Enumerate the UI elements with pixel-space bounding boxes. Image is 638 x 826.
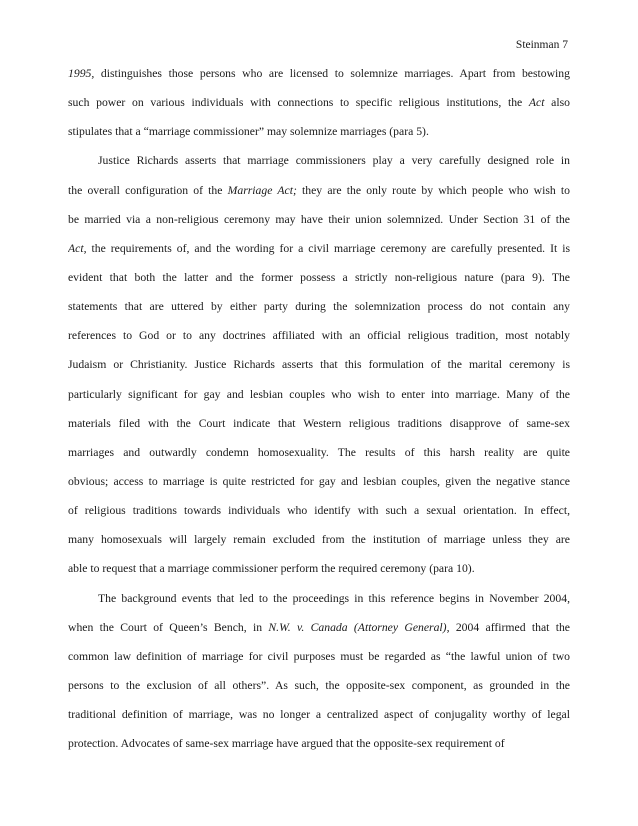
text-run: also (544, 96, 570, 110)
paragraph-3-line (68, 589, 570, 618)
text-run: traditional definition of marriage, was no longer a centralized aspect of conjugality worthy of legal (68, 708, 570, 722)
text-run: obvious; access to marriage is quite restricted for gay and lesbian couples, given the negative stance (68, 474, 570, 488)
text-run: stipulates that a “marriage commissioner” may solemnize marriages (para 5). (68, 125, 429, 139)
text-run: evident that both the latter and the former possess a strictly non-religious nature (para 9). The (68, 270, 570, 284)
text-run: the requirements of, and the wording for a civil marriage ceremony are carefully presented. It is (86, 241, 570, 255)
text-run: references to God or to any doctrines affiliated with an official religious tradition, most notably (68, 329, 570, 343)
paragraph-3-line (68, 647, 570, 676)
paragraph-1-line (68, 93, 570, 122)
paragraph-1-line (68, 64, 570, 93)
text-run: they are the only route by which people who wish to (296, 183, 570, 197)
text-run: of religious traditions towards individuals who identify with such a sexual orientation. In effect, (68, 504, 570, 518)
text-run: Justice Richards asserts that marriage commissioners play a very carefully designed role in (98, 154, 570, 168)
text-run: such power on various individuals with connections to specific religious institutions, the (68, 96, 529, 110)
text-run: particularly significant for gay and lesbian couples who wish to enter into marriage. Many of the (68, 387, 570, 401)
text-run: The background events that led to the proceedings in this reference begins in November 2004, (98, 591, 570, 605)
paragraph-2-line (68, 151, 570, 180)
paragraph-2-line (68, 443, 570, 472)
paragraph-2-line (68, 355, 570, 384)
text-run: marriages and outwardly condemn homosexuality. The results of this harsh reality are quite (68, 445, 570, 459)
paragraph-2-line (68, 326, 570, 355)
paragraph-1-line (68, 122, 570, 151)
text-run: able to request that a marriage commissioner perform the required ceremony (para 10). (68, 562, 475, 576)
paragraph-2-line (68, 297, 570, 326)
paragraph-3-line (68, 705, 570, 734)
paragraph-2-line (68, 268, 570, 297)
paragraph-2-line (68, 559, 570, 588)
italic-text: Act (528, 96, 545, 110)
paragraph-3-line (68, 676, 570, 705)
paragraph-2-line (68, 472, 570, 501)
body-text (68, 64, 570, 763)
italic-text: Marriage Act; (227, 183, 297, 197)
paragraph-3-line (68, 734, 570, 763)
paragraph-3-line (68, 618, 570, 647)
paragraph-2-line (68, 501, 570, 530)
text-run: 2004 affirmed that the (449, 620, 570, 634)
paragraph-2-line (68, 239, 570, 268)
italic-text: 1995, (68, 67, 95, 80)
text-run: when the Court of Queen’s Bench, in (68, 620, 269, 634)
paragraph-2-line (68, 530, 570, 559)
italic-text: Act, (68, 241, 87, 255)
text-run: many homosexuals will largely remain excluded from the institution of marriage unless they are (68, 533, 570, 547)
italic-text: N.W. v. Canada (Attorney General), (268, 620, 450, 634)
text-run: materials filed with the Court indicate that Western religious traditions disapprove of same-sex (68, 416, 570, 430)
text-run: statements that are uttered by either party during the solemnization process do not contain any (68, 300, 570, 314)
paragraph-2-line (68, 385, 570, 414)
text-run: persons to the exclusion of all others”. As such, the opposite-sex component, as grounded in the (68, 678, 570, 692)
text-run: common law definition of marriage for civil purposes must be regarded as “the lawful union of two (68, 649, 570, 663)
text-run: Judaism or Christianity. Justice Richards asserts that this formulation of the marital ceremony is (68, 358, 570, 372)
running-head: Steinman 7 (515, 39, 568, 51)
paragraph-2-line (68, 414, 570, 443)
text-run: protection. Advocates of same-sex marriage have argued that the opposite-sex requirement of (68, 737, 505, 751)
paragraph-2-line (68, 181, 570, 210)
text-run: be married via a non-religious ceremony may have their union solemnized. Under Section 31 of the (68, 212, 570, 226)
text-run: the overall configuration of the (68, 183, 228, 197)
paragraph-2-line (68, 210, 570, 239)
text-run: distinguishes those persons who are licensed to solemnize marriages. Apart from bestowing (94, 67, 570, 80)
